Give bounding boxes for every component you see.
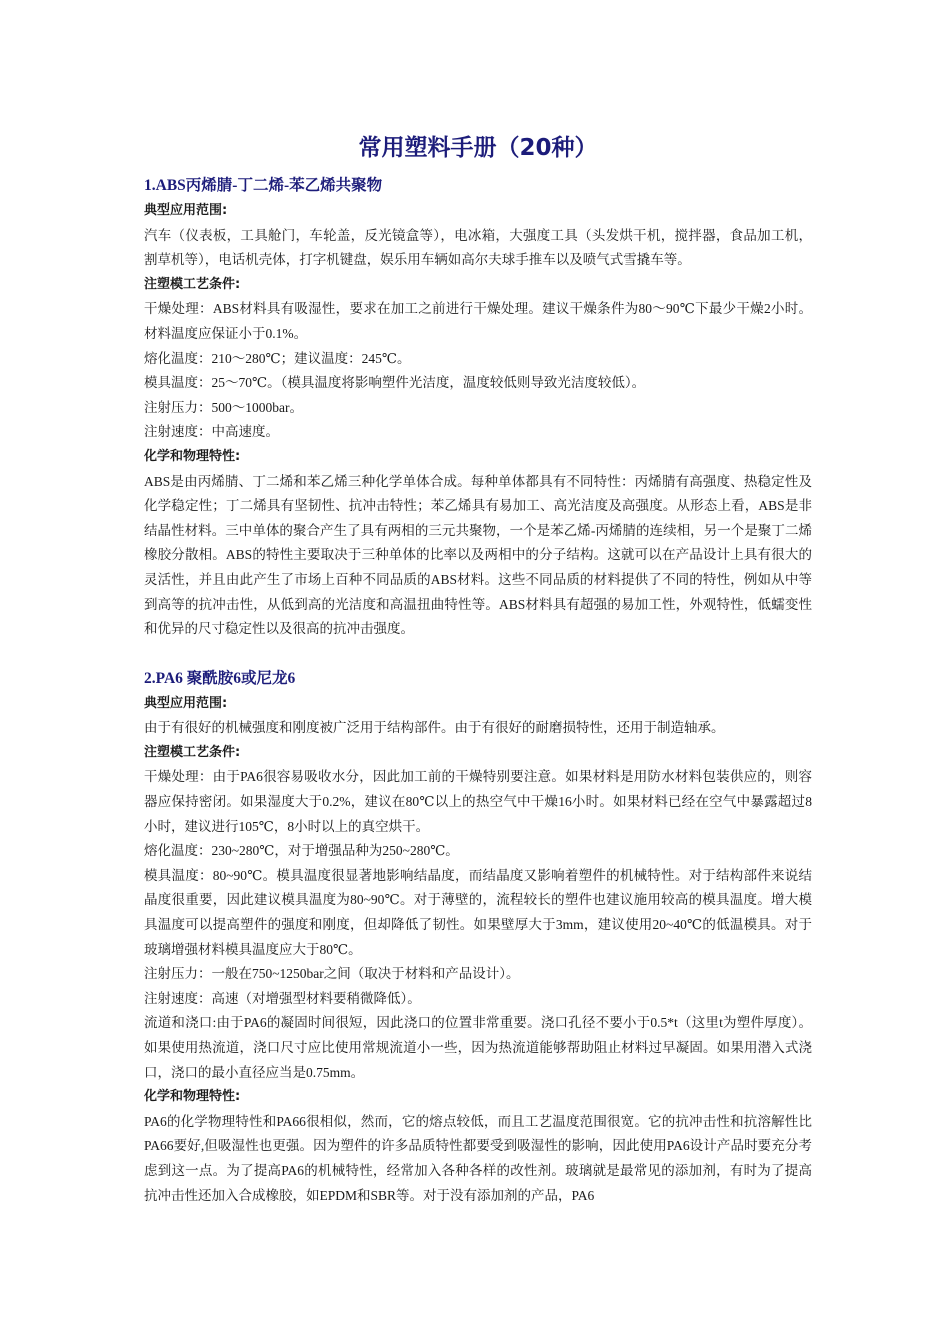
- subheading-process: 注塑模工艺条件:: [144, 744, 241, 760]
- subheading-properties: 化学和物理特性:: [144, 1089, 241, 1105]
- process-drying: 干燥处理：由于PA6很容易吸收水分，因此加工前的干燥特别要注意。如果材料是用防水材料包装供应的，则容器应保持密闭。如果湿度大于0.2%，建议在80℃以上的热空气中干燥16小时。如果材料已经在空气中暴露超过8小时，建议进行105℃，8小时以上的真空烘干。: [144, 769, 812, 834]
- process-mold-temp: 模具温度：80~90℃。模具温度很显著地影响结晶度，而结晶度又影响着塑件的机械特性。对于结构部件来说结晶度很重要，因此建议模具温度为80~90℃。对于薄壁的，流程较长的塑件也建议施用较高的模具温度。增大模具温度可以提高塑件的强度和刚度，但却降低了韧性。如果壁厚大于3mm，建议使用20~40℃的低温模具。对于玻璃增强材料模具温度应大于80℃。: [144, 867, 812, 957]
- applications-text: 由于有很好的机械强度和刚度被广泛用于结构部件。由于有很好的耐磨损特性，还用于制造轴承。: [144, 720, 725, 736]
- process-melt-temp: 熔化温度：210～280℃；建议温度：245℃。: [144, 350, 411, 366]
- process-injection-speed: 注射速度：中高速度。: [144, 424, 279, 440]
- subheading-process: 注塑模工艺条件:: [144, 276, 241, 292]
- process-injection-speed: 注射速度：高速（对增强型材料要稍微降低）。: [144, 990, 421, 1006]
- subheading-applications: 典型应用范围:: [144, 695, 228, 711]
- section-heading: 2.PA6 聚酰胺6或尼龙6: [144, 669, 296, 687]
- process-drying: 干燥处理：ABS材料具有吸湿性，要求在加工之前进行干燥处理。建议干燥条件为80～90℃下最少干燥2小时。材料温度应保证小于0.1%。: [144, 301, 812, 341]
- process-injection-pressure: 注射压力：一般在750~1250bar之间（取决于材料和产品设计）。: [144, 966, 520, 982]
- document-page: [144, 130, 812, 1208]
- process-mold-temp: 模具温度：25～70℃。（模具温度将影响塑件光洁度，温度较低则导致光洁度较低）。: [144, 375, 646, 391]
- section-pa6: [144, 666, 812, 1208]
- section-heading: 1.ABS丙烯腈-丁二烯-苯乙烯共聚物: [144, 177, 383, 194]
- properties-text: ABS是由丙烯腈、丁二烯和苯乙烯三种化学单体合成。每种单体都具有不同特性：丙烯腈有高强度、热稳定性及化学稳定性；丁二烯具有坚韧性、抗冲击特性；苯乙烯具有易加工、高光洁度及高强度。从形态上看，ABS是非结晶性材料。三中单体的聚合产生了具有两相的三元共聚物，一个是苯乙烯-丙烯腈的连续相，另一个是聚丁二烯橡胶分散相。ABS的特性主要取决于三种单体的比率以及两相中的分子结构。这就可以在产品设计上具有很大的灵活性，并且由此产生了市场上百种不同品质的ABS材料。这些不同品质的材料提供了不同的特性，例如从中等到高等的抗冲击性，从低到高的光洁度和高温扭曲特性等。ABS材料具有超强的易加工性，外观特性，低蠕变性和优异的尺寸稳定性以及很高的抗冲击强度。: [144, 473, 812, 637]
- process-injection-pressure: 注射压力：500～1000bar。: [144, 399, 303, 415]
- subheading-properties: 化学和物理特性:: [144, 448, 241, 464]
- process-melt-temp: 熔化温度：230~280℃，对于增强品种为250~280℃。: [144, 843, 459, 859]
- applications-text: 汽车（仪表板，工具舱门，车轮盖，反光镜盒等），电冰箱，大强度工具（头发烘干机，搅拌器，食品加工机，割草机等），电话机壳体，打字机键盘，娱乐用车辆如高尔夫球手推车以及喷气式雪撬车等。: [144, 227, 812, 268]
- section-abs: [144, 173, 812, 642]
- subheading-applications: 典型应用范围:: [144, 203, 228, 218]
- document-title: 常用塑料手册（20种）: [358, 135, 598, 161]
- process-runner-gate: 流道和浇口:由于PA6的凝固时间很短，因此浇口的位置非常重要。浇口孔径不要小于0.5*t（这里t为塑件厚度）。如果使用热流道，浇口尺寸应比使用常规流道小一些，因为热流道能够帮助阻止材料过早凝固。如果用潜入式浇口，浇口的最小直径应当是0.75mm。: [144, 1015, 812, 1080]
- properties-text: PA6的化学物理特性和PA66很相似，然而，它的熔点较低，而且工艺温度范围很宽。它的抗冲击性和抗溶解性比PA66要好,但吸湿性也更强。因为塑件的许多品质特性都要受到吸湿性的影响，因此使用PA6设计产品时要充分考虑到这一点。为了提高PA6的机械特性，经常加入各种各样的改性剂。玻璃就是最常见的添加剂，有时为了提高抗冲击性还加入合成橡胶，如EPDM和SBR等。对于没有添加剂的产品，PA6: [144, 1113, 812, 1203]
